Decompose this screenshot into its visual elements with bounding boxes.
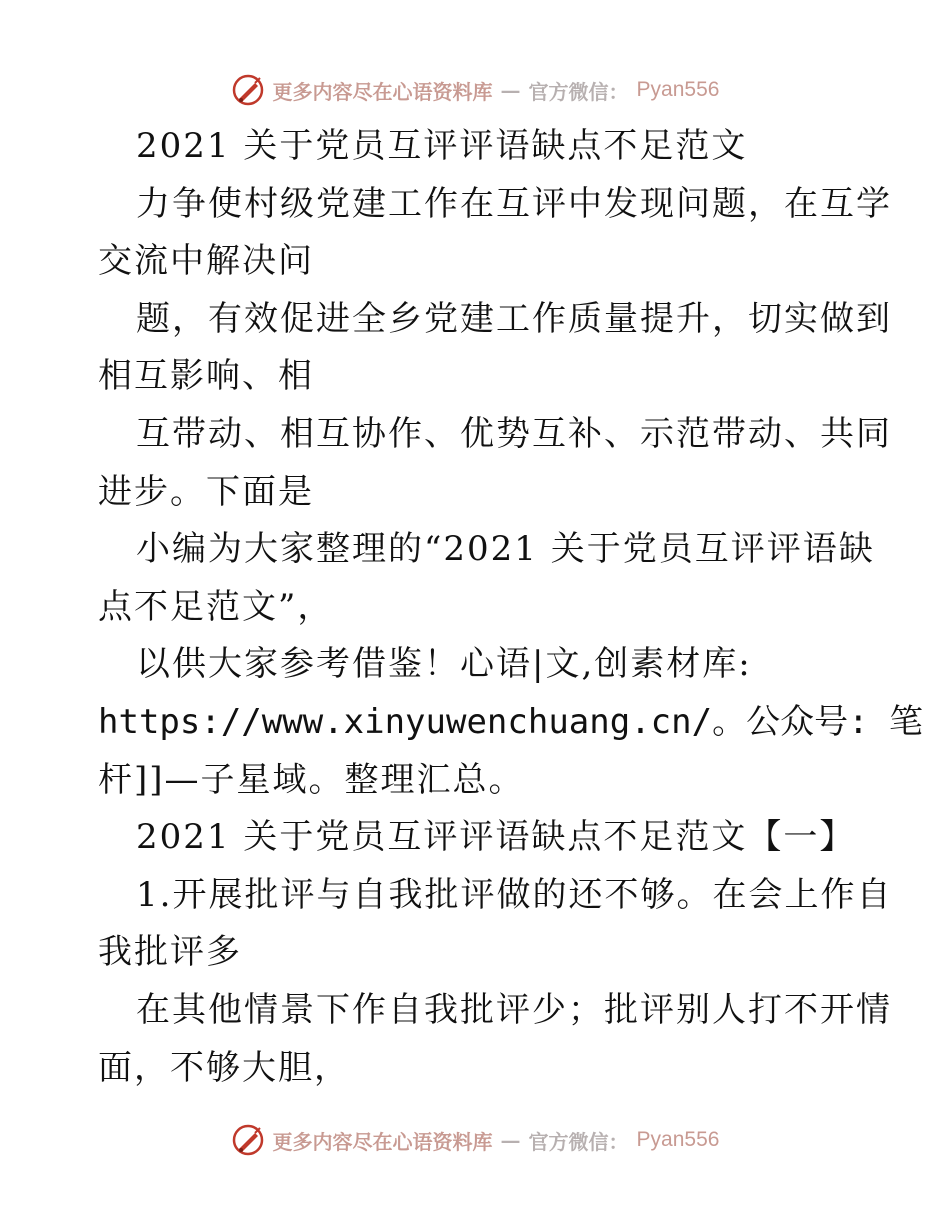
pen-logo-icon <box>231 73 265 107</box>
paragraph-line: 1.开展批评与自我批评做的还不够。在会上作自 <box>136 874 893 915</box>
wechat-id: Pyan556 <box>636 78 720 101</box>
url-line: https://www.xinyuwenchuang.cn/。公众号: 笔 <box>98 701 924 742</box>
paragraph-line: 题，有效促进全乡党建工作质量提升，切实做到 <box>136 298 892 339</box>
paragraph-line: 进步。下面是 <box>98 471 314 512</box>
pen-logo-icon <box>231 1123 265 1157</box>
header-banner <box>0 70 950 110</box>
paragraph-line: 交流中解决问 <box>98 241 314 282</box>
paragraph-line: 我批评多 <box>98 932 242 973</box>
dash-separator: — <box>500 1128 521 1152</box>
wechat-label: 官方微信： <box>528 1129 629 1154</box>
paragraph-line: 力争使村级党建工作在互评中发现问题，在互学 <box>136 183 892 224</box>
paragraph-line: 小编为大家整理的“2021 关于党员互评评语缺 <box>136 529 875 570</box>
paragraph-line: 在其他情景下作自我批评少；批评别人打不开情 <box>136 989 892 1030</box>
promo-text: 更多内容尽在心语资料库 <box>272 79 493 104</box>
dash-separator: — <box>500 78 521 102</box>
paragraph-line: 互带动、相互协作、优势互补、示范带动、共同 <box>136 413 892 454</box>
wechat-label: 官方微信： <box>528 79 629 104</box>
footer-banner <box>0 1120 950 1160</box>
paragraph-line: 面，不够大胆， <box>98 1047 350 1088</box>
doc-title: 2021 关于党员互评评语缺点不足范文 <box>136 126 748 166</box>
paragraph-line: 杆]]—子星域。整理汇总。 <box>98 759 525 800</box>
section-heading: 2021 关于党员互评评语缺点不足范文【一】 <box>136 817 856 858</box>
paragraph-line: 以供大家参考借鉴！心语|文,创素材库: <box>136 644 752 685</box>
paragraph-line: 相互影响、相 <box>98 356 314 397</box>
wechat-id: Pyan556 <box>636 1128 720 1151</box>
promo-text: 更多内容尽在心语资料库 <box>272 1129 493 1154</box>
paragraph-line: 点不足范文”， <box>98 586 334 627</box>
document-body <box>98 118 924 1097</box>
